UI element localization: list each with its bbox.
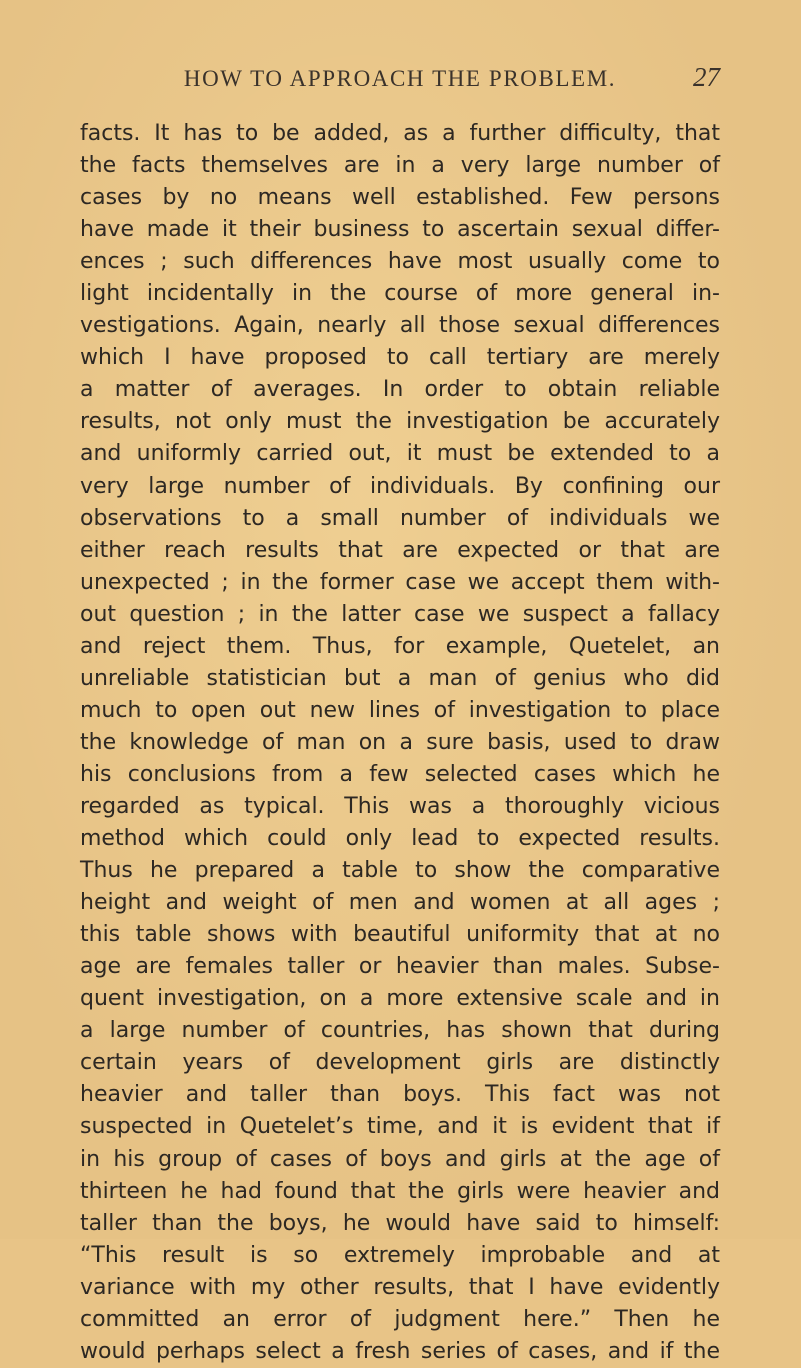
text-line: “This result is so extremely improbable and at <box>80 1242 720 1268</box>
text-line: cases by no means well established. Few persons <box>80 185 720 211</box>
text-line: certain years of development girls are distinctly <box>80 1050 720 1076</box>
text-line: the facts themselves are in a very large number of <box>80 153 720 179</box>
text-line: observations to a small number of individuals we <box>80 505 720 531</box>
text-line: and uniformly carried out, it must be extended to a <box>80 441 720 467</box>
text-line: his conclusions from a few selected cases which he <box>80 761 720 787</box>
text-line: unexpected ; in the former case we accept them with- <box>80 569 720 595</box>
text-line: very large number of individuals. By confining our <box>80 473 720 499</box>
text-line: would perhaps select a fresh series of cases, and if the <box>80 1338 720 1364</box>
text-line: either reach results that are expected or that are <box>80 537 720 563</box>
text-line: vestigations. Again, nearly all those sexual differences <box>80 313 720 339</box>
text-line: and reject them. Thus, for example, Quetelet, an <box>80 633 720 659</box>
page-number: 27 <box>693 62 720 92</box>
text-line: age are females taller or heavier than males. Subse- <box>80 954 720 980</box>
text-line: height and weight of men and women at all ages ; <box>80 890 720 916</box>
text-line: the knowledge of man on a sure basis, used to draw <box>80 729 720 755</box>
text-line: Thus he prepared a table to show the comparative <box>80 858 720 884</box>
text-line: a matter of averages. In order to obtain reliable <box>80 377 720 403</box>
text-line: this table shows with beautiful uniformity that at no <box>80 922 720 948</box>
text-line: ences ; such differences have most usually come to <box>80 249 720 275</box>
body-text <box>80 118 720 1368</box>
text-line: a large number of countries, has shown that during <box>80 1018 720 1044</box>
text-line: taller than the boys, he would have said to himself: <box>80 1210 720 1236</box>
text-line: unreliable statistician but a man of genius who did <box>80 665 720 691</box>
text-line: in his group of cases of boys and girls at the age of <box>80 1146 720 1172</box>
text-line: have made it their business to ascertain sexual differ- <box>80 217 720 243</box>
text-line: suspected in Quetelet’s time, and it is evident that if <box>80 1114 720 1140</box>
text-line: committed an error of judgment here.” Then he <box>80 1306 720 1332</box>
text-line: variance with my other results, that I have evidently <box>80 1274 720 1300</box>
running-header <box>80 62 720 98</box>
text-line: thirteen he had found that the girls were heavier and <box>80 1178 720 1204</box>
text-line: which I have proposed to call tertiary are merely <box>80 345 720 371</box>
text-line: light incidentally in the course of more general in- <box>80 281 720 307</box>
text-line: results, not only must the investigation be accurately <box>80 409 720 435</box>
text-line: method which could only lead to expected results. <box>80 826 720 852</box>
text-line: out question ; in the latter case we suspect a fallacy <box>80 601 720 627</box>
text-line: heavier and taller than boys. This fact was not <box>80 1082 720 1108</box>
text-line: regarded as typical. This was a thoroughly vicious <box>80 793 720 819</box>
text-line: facts. It has to be added, as a further difficulty, that <box>80 121 720 146</box>
text-line: quent investigation, on a more extensive scale and in <box>80 986 720 1012</box>
running-title: HOW TO APPROACH THE PROBLEM. <box>183 66 617 91</box>
text-line: much to open out new lines of investigation to place <box>80 697 720 723</box>
